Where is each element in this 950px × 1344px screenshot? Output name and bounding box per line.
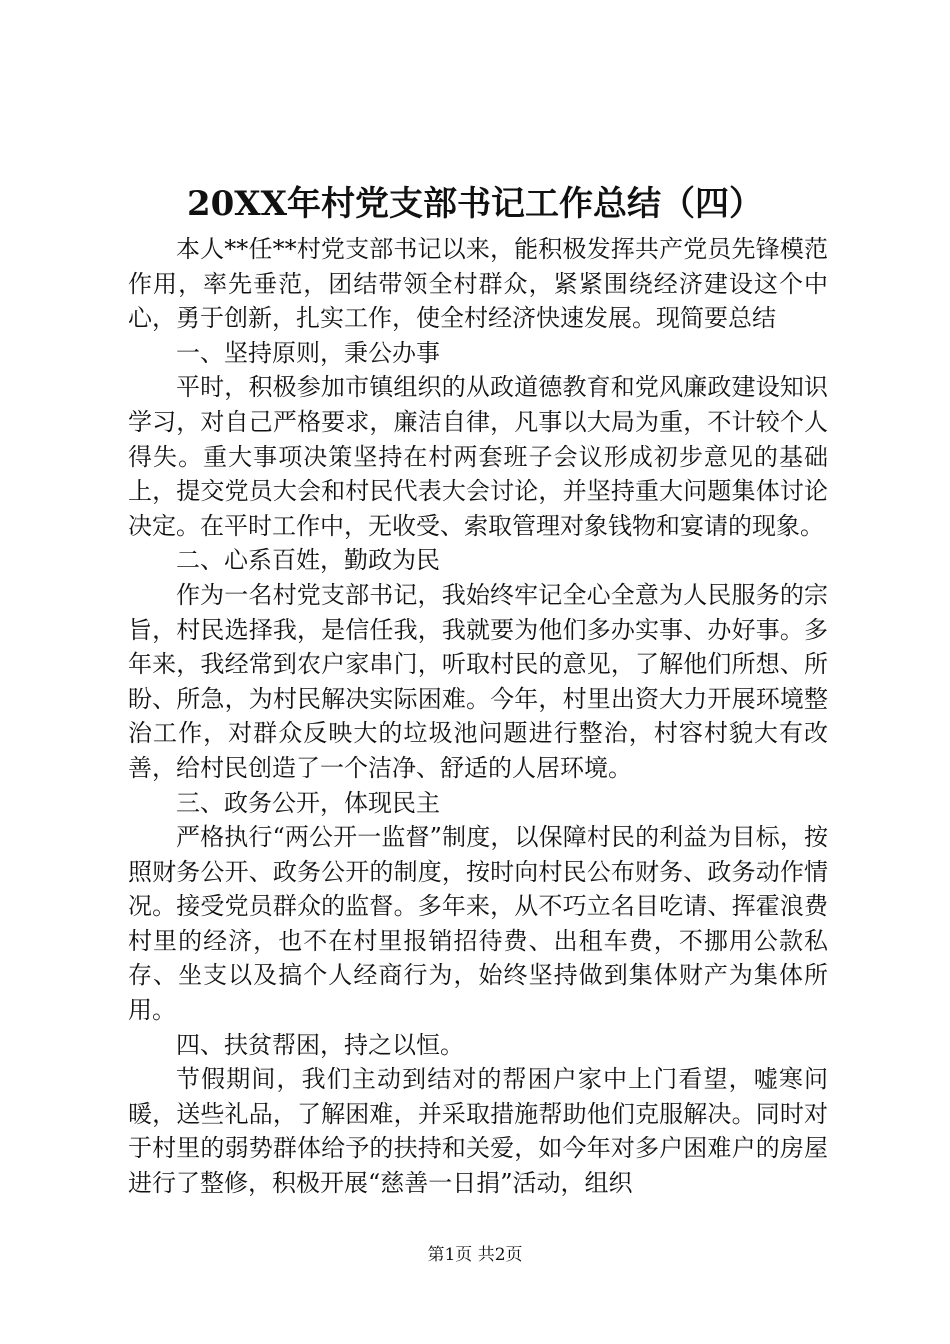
section-heading-3: 三、政务公开，体现民主	[176, 788, 440, 817]
paragraph-intro: 本人**任**村党支部书记以来，能积极发挥共产党员先锋模范作用，率先垂范，团结带领全村群众，紧紧围绕经济建设这个中心，勇于创新，扎实工作，使全村经济快速发展。现简要总结	[128, 235, 828, 333]
paragraph-section-3: 严格执行“两公开一监督”制度，以保障村民的利益为目标，按照财务公开、政务公开的制度，按时向村民公布财务、政务动作情况。接受党员群众的监督。多年来，从不巧立名目吃请、挥霍浪费村里的经济，也不在村里报销招待费、出租车费，不挪用公款私存、坐支以及搞个人经商行为，始终坚持做到集体财产为集体所用。	[128, 823, 828, 1025]
section-heading-2: 二、心系百姓，勤政为民	[176, 546, 440, 575]
paragraph-section-2: 作为一名村党支部书记，我始终牢记全心全意为人民服务的宗旨，村民选择我，是信任我，我就要为他们多办实事、办好事。多年来，我经常到农户家串门，听取村民的意见，了解他们所想、所盼、所急，为村民解决实际困难。今年，村里出资大力开展环境整治工作，对群众反映大的垃圾池问题进行整治，村容村貌大有改善，给村民创造了一个洁净、舒适的人居环境。	[128, 580, 828, 782]
paragraph-section-4: 节假期间，我们主动到结对的帮困户家中上门看望，嘘寒问暖，送些礼品，了解困难，并采取措施帮助他们克服解决。同时对于村里的弱势群体给予的扶持和关爱，如今年对多户困难户的房屋进行了整修，积极开展“慈善一日捐”活动，组织	[128, 1065, 828, 1198]
page-number-footer: 第1页 共2页	[427, 1245, 523, 1265]
paragraph-section-1: 平时，积极参加市镇组织的从政道德教育和党风廉政建设知识学习，对自己严格要求，廉洁自律，凡事以大局为重，不计较个人得失。重大事项决策坚持在村两套班子会议形成初步意见的基础上，提交党员大会和村民代表大会讨论，并坚持重大问题集体讨论决定。在平时工作中，无收受、索取管理对象钱物和宴请的现象。	[128, 373, 828, 540]
section-heading-4: 四、扶贫帮困，持之以恒。	[176, 1030, 464, 1059]
document-title: 20XX年村党支部书记工作总结（四）	[186, 184, 764, 224]
document-body	[128, 232, 828, 1201]
section-heading-1: 一、坚持原则，秉公办事	[176, 338, 440, 367]
